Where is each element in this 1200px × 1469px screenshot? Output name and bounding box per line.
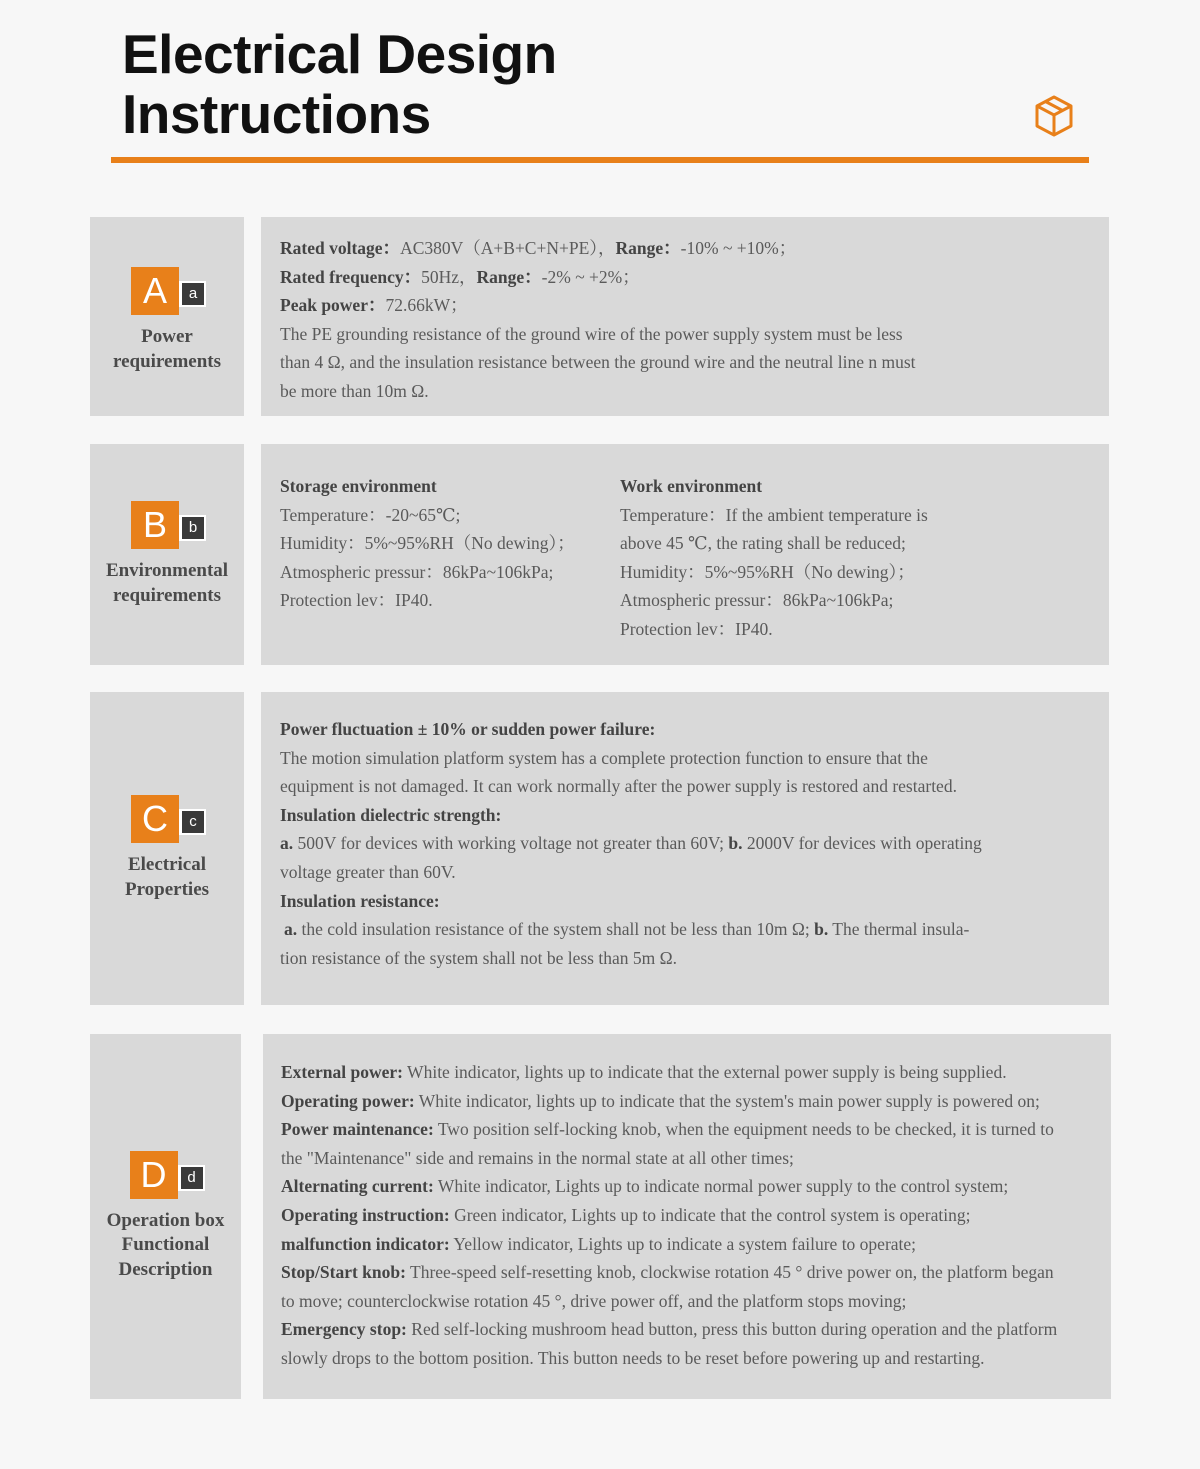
function-term: Alternating current:: [281, 1176, 434, 1197]
grounding-line: The PE grounding resistance of the ground wire of the power supply system must be less: [280, 323, 903, 344]
rated-voltage-range-label: Range：: [615, 238, 681, 258]
section-a-content: [261, 217, 1109, 416]
function-item: [281, 1058, 1111, 1087]
function-term: Stop/Start knob:: [281, 1262, 406, 1283]
work-environment-column: [620, 472, 928, 644]
dielectric-heading: Insulation dielectric strength:: [280, 804, 502, 825]
rated-frequency-line: [280, 263, 1109, 292]
function-term: Operating power:: [281, 1090, 415, 1111]
work-line: Atmospheric pressur：86kPa~106kPa;: [620, 590, 894, 611]
work-heading: Work environment: [620, 476, 763, 496]
section-d-badge: [130, 1151, 202, 1205]
section-d-letter: D: [130, 1151, 178, 1199]
function-item: [281, 1201, 1111, 1230]
dielectric-line-2: voltage greater than 60V.: [280, 861, 456, 882]
work-line: Temperature：If the ambient temperature is: [620, 504, 928, 525]
function-item: [281, 1315, 1111, 1344]
grounding-line: than 4 Ω, and the insulation resistance between the ground wire and the neutral line n must: [280, 352, 916, 373]
storage-line: Temperature：-20~65℃;: [280, 504, 461, 525]
section-c-label-box: [90, 692, 244, 1005]
dielectric-a-marker: a.: [280, 833, 294, 854]
section-a-sub-letter: a: [179, 281, 206, 307]
peak-power-label: Peak power：: [280, 295, 386, 316]
function-text: Two position self-locking knob, when the equipment needs to be checked, it is turned to: [433, 1119, 1054, 1140]
section-c-badge: [131, 795, 203, 849]
section-c-content: [261, 692, 1109, 1005]
rated-voltage-line: [280, 234, 1109, 263]
rated-voltage-value: AC380V（A+B+C+N+PE），: [400, 238, 616, 258]
resistance-b-marker: b.: [814, 919, 829, 940]
rated-frequency-range-label: Range：: [476, 266, 542, 287]
rated-voltage-range-value: -10% ~ +10%；: [680, 238, 797, 258]
fluctuation-line: equipment is not damaged. It can work normally after the power supply is restored and restarted.: [280, 776, 957, 797]
page-title-line2: Instructions: [122, 83, 431, 145]
function-item: [281, 1087, 1111, 1116]
resistance-b-text: The thermal insula-: [828, 919, 970, 940]
section-a-badge: [131, 267, 203, 321]
resistance-a-text: the cold insulation resistance of the system shall not be less than 10m Ω;: [297, 919, 815, 940]
section-a-letter: A: [131, 267, 179, 315]
dielectric-line: [280, 829, 1109, 858]
section-b-content: [261, 444, 1109, 665]
section-a-label-box: [90, 217, 244, 416]
fluctuation-line: The motion simulation platform system has a complete protection function to ensure that the: [280, 747, 928, 768]
section-b-badge: [131, 501, 203, 555]
dielectric-b-marker: b.: [728, 833, 743, 854]
function-text: the "Maintenance" side and remains in the normal state at all other times;: [281, 1147, 794, 1168]
function-item: [281, 1344, 1111, 1373]
function-text: slowly drops to the bottom position. This button needs to be reset before powering up and restarting.: [281, 1347, 985, 1368]
function-term: External power:: [281, 1062, 403, 1082]
function-text: Red self-locking mushroom head button, press this button during operation and the platform: [406, 1319, 1058, 1340]
function-item: [281, 1258, 1111, 1287]
dielectric-a-text: 500V for devices with working voltage not greater than 60V;: [293, 833, 729, 854]
section-d-content: [263, 1034, 1111, 1399]
page-title: [122, 24, 557, 144]
section-b-letter: B: [131, 501, 179, 549]
function-text: to move; counterclockwise rotation 45 °, drive power off, and the platform stops moving;: [281, 1290, 907, 1311]
resistance-line: [280, 915, 1109, 944]
section-b-label-box: [90, 444, 244, 665]
function-text: White indicator, Lights up to indicate normal power supply to the control system;: [433, 1176, 1009, 1197]
function-item: [281, 1115, 1111, 1144]
function-text: Three-speed self-resetting knob, clockwise rotation 45 ° drive power on, the platform began: [405, 1262, 1054, 1283]
storage-line: Atmospheric pressur：86kPa~106kPa;: [280, 561, 554, 582]
page-title-line1: Electrical Design: [122, 23, 557, 85]
peak-power-value: 72.66kW；: [385, 295, 468, 316]
function-text: Green indicator, Lights up to indicate that the control system is operating;: [449, 1204, 971, 1225]
dielectric-b-text: 2000V for devices with operating: [742, 833, 982, 854]
fluctuation-heading: Power fluctuation ± 10% or sudden power failure:: [280, 719, 656, 739]
storage-environment-column: [280, 472, 575, 615]
rated-voltage-label: Rated voltage：: [280, 238, 401, 258]
section-b-label: Environmental requirements: [105, 560, 229, 606]
function-term: Operating instruction:: [281, 1204, 450, 1225]
function-term: Power maintenance:: [281, 1119, 434, 1140]
resistance-a-marker: a.: [284, 919, 298, 940]
function-item: [281, 1287, 1111, 1316]
function-item: [281, 1230, 1111, 1259]
storage-heading: Storage environment: [280, 476, 437, 496]
rated-frequency-label: Rated frequency：: [280, 266, 422, 287]
function-term: Emergency stop:: [281, 1319, 407, 1340]
section-c-sub-letter: c: [179, 809, 206, 835]
section-a-label: Power requirements: [112, 326, 221, 372]
peak-power-line: [280, 291, 1109, 320]
section-d-label: Operation box Functional Description: [106, 1209, 225, 1280]
cube-icon: [1032, 94, 1076, 138]
section-d-sub-letter: d: [178, 1165, 205, 1191]
rated-frequency-value: 50Hz，: [421, 266, 477, 287]
storage-line: Protection lev：IP40.: [280, 590, 433, 611]
work-line: Humidity：5%~95%RH（No dewing）；: [620, 561, 915, 582]
function-item: [281, 1144, 1111, 1173]
resistance-line-2: tion resistance of the system shall not be less than 5m Ω.: [280, 947, 677, 968]
function-text: Yellow indicator, Lights up to indicate a system failure to operate;: [449, 1233, 917, 1254]
work-line: Protection lev：IP40.: [620, 618, 773, 639]
work-line: above 45 ℃, the rating shall be reduced;: [620, 533, 906, 554]
section-c-label: Electrical Properties: [124, 854, 210, 900]
section-b-sub-letter: b: [179, 515, 206, 541]
grounding-line: be more than 10m Ω.: [280, 380, 429, 401]
resistance-heading: Insulation resistance:: [280, 890, 440, 911]
title-underline: [111, 157, 1089, 163]
function-item: [281, 1172, 1111, 1201]
section-c-letter: C: [131, 795, 179, 843]
function-text: White indicator, lights up to indicate that the external power supply is being supplied.: [403, 1062, 1007, 1082]
rated-frequency-range-value: -2% ~ +2%；: [541, 266, 640, 287]
storage-line: Humidity：5%~95%RH（No dewing）；: [280, 533, 575, 554]
function-term: malfunction indicator:: [281, 1233, 450, 1254]
function-text: White indicator, lights up to indicate that the system's main power supply is powered on;: [414, 1090, 1040, 1111]
section-d-label-box: [90, 1034, 241, 1399]
